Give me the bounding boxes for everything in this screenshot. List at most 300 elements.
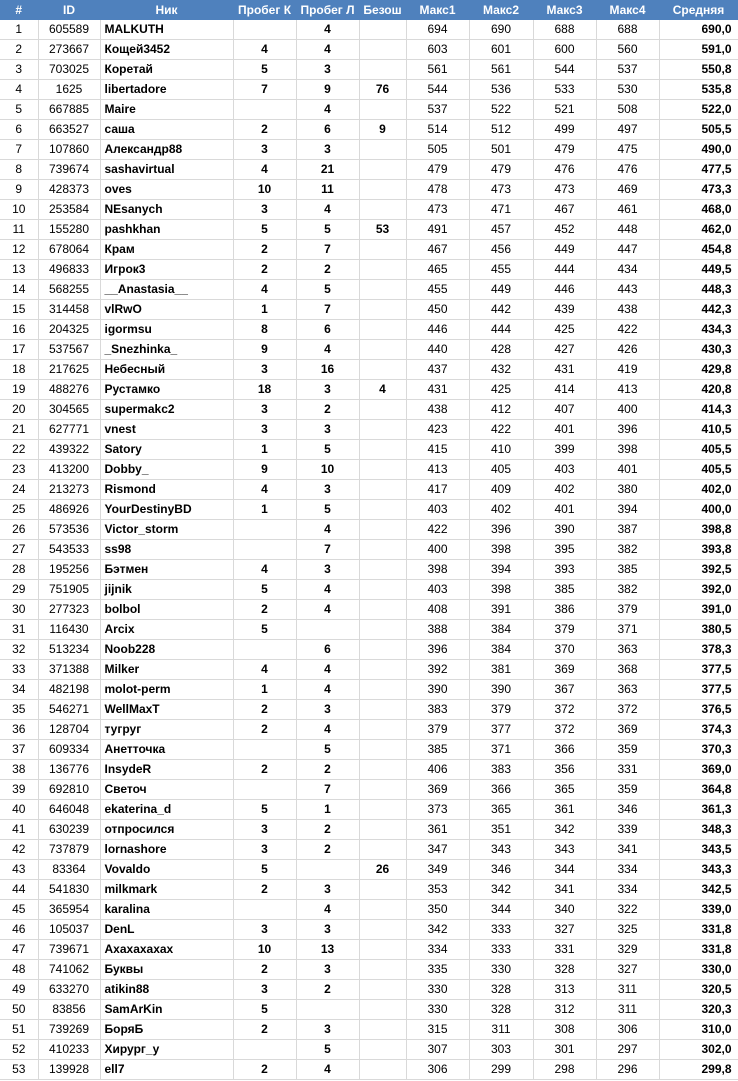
cell-average: 430,3 — [659, 340, 738, 360]
cell-max2: 396 — [469, 520, 533, 540]
cell-id: 737879 — [38, 840, 100, 860]
cell-run-l: 6 — [296, 640, 359, 660]
cell-max4: 447 — [596, 240, 659, 260]
cell-max1: 423 — [406, 420, 469, 440]
cell-max4: 434 — [596, 260, 659, 280]
cell-max4: 339 — [596, 820, 659, 840]
cell-nick: DenL — [100, 920, 233, 940]
cell-max1: 350 — [406, 900, 469, 920]
cell-run-k: 5 — [233, 800, 296, 820]
cell-average: 302,0 — [659, 1040, 738, 1060]
cell-run-k: 3 — [233, 980, 296, 1000]
table-row — [0, 100, 738, 120]
cell-max4: 363 — [596, 640, 659, 660]
cell-max2: 366 — [469, 780, 533, 800]
cell-max3: 340 — [533, 900, 596, 920]
cell-average: 364,8 — [659, 780, 738, 800]
cell-max4: 537 — [596, 60, 659, 80]
cell-errorless — [359, 880, 406, 900]
cell-max2: 501 — [469, 140, 533, 160]
cell-run-l: 4 — [296, 20, 359, 40]
cell-rank: 39 — [0, 780, 38, 800]
cell-id: 741062 — [38, 960, 100, 980]
cell-errorless — [359, 580, 406, 600]
cell-max2: 330 — [469, 960, 533, 980]
cell-max4: 385 — [596, 560, 659, 580]
cell-nick: vlRwO — [100, 300, 233, 320]
cell-average: 320,5 — [659, 980, 738, 1000]
cell-rank: 48 — [0, 960, 38, 980]
cell-rank: 20 — [0, 400, 38, 420]
cell-max2: 333 — [469, 940, 533, 960]
cell-run-k: 4 — [233, 660, 296, 680]
cell-errorless — [359, 920, 406, 940]
cell-id: 304565 — [38, 400, 100, 420]
cell-rank: 36 — [0, 720, 38, 740]
cell-max1: 505 — [406, 140, 469, 160]
cell-average: 402,0 — [659, 480, 738, 500]
cell-average: 376,5 — [659, 700, 738, 720]
cell-errorless — [359, 800, 406, 820]
col-max1-header: Макс1 — [406, 0, 469, 20]
cell-max1: 431 — [406, 380, 469, 400]
cell-max1: 390 — [406, 680, 469, 700]
cell-max4: 413 — [596, 380, 659, 400]
cell-max4: 380 — [596, 480, 659, 500]
cell-max3: 439 — [533, 300, 596, 320]
cell-max1: 467 — [406, 240, 469, 260]
cell-run-l: 4 — [296, 680, 359, 700]
table-row — [0, 980, 738, 1000]
cell-run-k: 3 — [233, 820, 296, 840]
cell-max1: 347 — [406, 840, 469, 860]
cell-id: 663527 — [38, 120, 100, 140]
cell-id: 428373 — [38, 180, 100, 200]
cell-nick: milkmark — [100, 880, 233, 900]
cell-nick: vnest — [100, 420, 233, 440]
cell-nick: Milker — [100, 660, 233, 680]
cell-max1: 306 — [406, 1060, 469, 1080]
cell-nick: NEsanych — [100, 200, 233, 220]
cell-errorless — [359, 700, 406, 720]
cell-max3: 452 — [533, 220, 596, 240]
cell-rank: 24 — [0, 480, 38, 500]
cell-max3: 331 — [533, 940, 596, 960]
cell-max2: 303 — [469, 1040, 533, 1060]
cell-run-k: 7 — [233, 80, 296, 100]
cell-rank: 23 — [0, 460, 38, 480]
cell-run-l: 5 — [296, 1040, 359, 1060]
cell-run-k: 5 — [233, 220, 296, 240]
cell-run-k — [233, 20, 296, 40]
cell-id: 609334 — [38, 740, 100, 760]
cell-run-l: 2 — [296, 820, 359, 840]
cell-max1: 388 — [406, 620, 469, 640]
cell-id: 537567 — [38, 340, 100, 360]
cell-average: 392,5 — [659, 560, 738, 580]
cell-max1: 330 — [406, 980, 469, 1000]
cell-nick: Rismond — [100, 480, 233, 500]
cell-errorless — [359, 720, 406, 740]
cell-errorless — [359, 560, 406, 580]
cell-run-l: 4 — [296, 520, 359, 540]
cell-max2: 328 — [469, 980, 533, 1000]
cell-max4: 322 — [596, 900, 659, 920]
cell-id: 314458 — [38, 300, 100, 320]
cell-max2: 384 — [469, 620, 533, 640]
cell-max3: 342 — [533, 820, 596, 840]
cell-max1: 544 — [406, 80, 469, 100]
cell-max3: 544 — [533, 60, 596, 80]
cell-errorless — [359, 780, 406, 800]
cell-run-k: 3 — [233, 200, 296, 220]
cell-id: 678064 — [38, 240, 100, 260]
table-body — [0, 20, 738, 1080]
cell-run-l: 2 — [296, 400, 359, 420]
cell-run-k: 2 — [233, 720, 296, 740]
cell-errorless — [359, 200, 406, 220]
cell-max3: 344 — [533, 860, 596, 880]
cell-max4: 329 — [596, 940, 659, 960]
cell-run-k: 3 — [233, 420, 296, 440]
cell-average: 468,0 — [659, 200, 738, 220]
cell-average: 400,0 — [659, 500, 738, 520]
cell-average: 462,0 — [659, 220, 738, 240]
cell-average: 448,3 — [659, 280, 738, 300]
table-row — [0, 780, 738, 800]
cell-run-k: 10 — [233, 940, 296, 960]
cell-max1: 335 — [406, 960, 469, 980]
cell-rank: 44 — [0, 880, 38, 900]
cell-id: 365954 — [38, 900, 100, 920]
cell-errorless — [359, 160, 406, 180]
cell-max4: 311 — [596, 980, 659, 1000]
cell-run-k: 1 — [233, 500, 296, 520]
cell-max2: 328 — [469, 1000, 533, 1020]
cell-max1: 403 — [406, 580, 469, 600]
cell-nick: Рустамко — [100, 380, 233, 400]
cell-id: 541830 — [38, 880, 100, 900]
cell-max3: 369 — [533, 660, 596, 680]
cell-max1: 422 — [406, 520, 469, 540]
cell-run-k: 4 — [233, 160, 296, 180]
cell-id: 573536 — [38, 520, 100, 540]
cell-nick: Noob228 — [100, 640, 233, 660]
cell-id: 739674 — [38, 160, 100, 180]
cell-max2: 394 — [469, 560, 533, 580]
cell-max3: 372 — [533, 720, 596, 740]
cell-nick: отпросился — [100, 820, 233, 840]
cell-average: 331,8 — [659, 920, 738, 940]
cell-max1: 413 — [406, 460, 469, 480]
cell-max2: 479 — [469, 160, 533, 180]
table-row — [0, 760, 738, 780]
cell-rank: 32 — [0, 640, 38, 660]
cell-max4: 359 — [596, 780, 659, 800]
col-max4-header: Макс4 — [596, 0, 659, 20]
cell-errorless — [359, 280, 406, 300]
cell-run-l: 3 — [296, 140, 359, 160]
cell-average: 374,3 — [659, 720, 738, 740]
cell-rank: 2 — [0, 40, 38, 60]
cell-max3: 401 — [533, 500, 596, 520]
cell-run-l: 6 — [296, 120, 359, 140]
cell-run-k: 1 — [233, 300, 296, 320]
cell-max1: 479 — [406, 160, 469, 180]
cell-id: 213273 — [38, 480, 100, 500]
cell-nick: Коретай — [100, 60, 233, 80]
cell-errorless — [359, 100, 406, 120]
cell-nick: Хирург_у — [100, 1040, 233, 1060]
cell-run-l: 2 — [296, 840, 359, 860]
cell-max2: 333 — [469, 920, 533, 940]
cell-average: 442,3 — [659, 300, 738, 320]
cell-id: 703025 — [38, 60, 100, 80]
cell-run-l: 7 — [296, 540, 359, 560]
cell-run-l: 2 — [296, 980, 359, 1000]
cell-nick: саша — [100, 120, 233, 140]
cell-max3: 327 — [533, 920, 596, 940]
cell-max1: 392 — [406, 660, 469, 680]
cell-rank: 11 — [0, 220, 38, 240]
cell-max3: 385 — [533, 580, 596, 600]
col-id-header: ID — [38, 0, 100, 20]
cell-max1: 342 — [406, 920, 469, 940]
cell-average: 370,3 — [659, 740, 738, 760]
cell-max1: 361 — [406, 820, 469, 840]
cell-rank: 1 — [0, 20, 38, 40]
cell-errorless — [359, 460, 406, 480]
table-row — [0, 940, 738, 960]
cell-run-k: 4 — [233, 40, 296, 60]
cell-errorless — [359, 500, 406, 520]
cell-rank: 42 — [0, 840, 38, 860]
cell-errorless — [359, 520, 406, 540]
table-row — [0, 140, 738, 160]
cell-run-k: 2 — [233, 260, 296, 280]
cell-average: 342,5 — [659, 880, 738, 900]
cell-max3: 328 — [533, 960, 596, 980]
cell-max3: 313 — [533, 980, 596, 1000]
cell-errorless — [359, 240, 406, 260]
cell-errorless — [359, 540, 406, 560]
cell-average: 361,3 — [659, 800, 738, 820]
cell-rank: 13 — [0, 260, 38, 280]
cell-max1: 349 — [406, 860, 469, 880]
cell-run-k: 5 — [233, 860, 296, 880]
cell-nick: karalina — [100, 900, 233, 920]
cell-max4: 508 — [596, 100, 659, 120]
cell-rank: 8 — [0, 160, 38, 180]
table-row — [0, 720, 738, 740]
cell-max3: 446 — [533, 280, 596, 300]
cell-rank: 26 — [0, 520, 38, 540]
cell-errorless — [359, 300, 406, 320]
cell-run-k: 2 — [233, 700, 296, 720]
cell-id: 513234 — [38, 640, 100, 660]
cell-max2: 344 — [469, 900, 533, 920]
cell-max3: 473 — [533, 180, 596, 200]
table-row — [0, 460, 738, 480]
cell-nick: Бэтмен — [100, 560, 233, 580]
cell-run-l: 3 — [296, 880, 359, 900]
cell-id: 1625 — [38, 80, 100, 100]
cell-rank: 35 — [0, 700, 38, 720]
table-row — [0, 600, 738, 620]
cell-run-k: 9 — [233, 460, 296, 480]
cell-max1: 330 — [406, 1000, 469, 1020]
cell-max3: 390 — [533, 520, 596, 540]
cell-rank: 6 — [0, 120, 38, 140]
cell-max2: 456 — [469, 240, 533, 260]
table-row — [0, 1040, 738, 1060]
table-row — [0, 320, 738, 340]
cell-average: 477,5 — [659, 160, 738, 180]
cell-run-k: 5 — [233, 580, 296, 600]
cell-run-l: 21 — [296, 160, 359, 180]
cell-run-l: 7 — [296, 300, 359, 320]
cell-id: 627771 — [38, 420, 100, 440]
cell-id: 439322 — [38, 440, 100, 460]
cell-max4: 438 — [596, 300, 659, 320]
cell-max1: 446 — [406, 320, 469, 340]
cell-id: 667885 — [38, 100, 100, 120]
cell-max2: 405 — [469, 460, 533, 480]
cell-max4: 422 — [596, 320, 659, 340]
cell-rank: 9 — [0, 180, 38, 200]
cell-average: 414,3 — [659, 400, 738, 420]
cell-nick: Ахахахахах — [100, 940, 233, 960]
cell-id: 739671 — [38, 940, 100, 960]
table-row — [0, 380, 738, 400]
table-row — [0, 680, 738, 700]
cell-rank: 41 — [0, 820, 38, 840]
cell-errorless — [359, 60, 406, 80]
cell-run-k: 18 — [233, 380, 296, 400]
cell-nick: lornashore — [100, 840, 233, 860]
cell-rank: 4 — [0, 80, 38, 100]
cell-max2: 455 — [469, 260, 533, 280]
cell-rank: 16 — [0, 320, 38, 340]
cell-rank: 34 — [0, 680, 38, 700]
cell-rank: 5 — [0, 100, 38, 120]
table-row — [0, 560, 738, 580]
table-row — [0, 300, 738, 320]
cell-id: 546271 — [38, 700, 100, 720]
cell-max3: 479 — [533, 140, 596, 160]
cell-max1: 478 — [406, 180, 469, 200]
cell-max2: 342 — [469, 880, 533, 900]
cell-run-k: 1 — [233, 680, 296, 700]
cell-max3: 449 — [533, 240, 596, 260]
cell-rank: 27 — [0, 540, 38, 560]
cell-max2: 371 — [469, 740, 533, 760]
cell-errorless: 26 — [359, 860, 406, 880]
cell-max1: 417 — [406, 480, 469, 500]
cell-nick: pashkhan — [100, 220, 233, 240]
cell-max3: 372 — [533, 700, 596, 720]
cell-average: 393,8 — [659, 540, 738, 560]
cell-run-l: 6 — [296, 320, 359, 340]
cell-nick: ell7 — [100, 1060, 233, 1080]
cell-run-l: 5 — [296, 500, 359, 520]
cell-max4: 311 — [596, 1000, 659, 1020]
cell-max3: 401 — [533, 420, 596, 440]
cell-max1: 406 — [406, 760, 469, 780]
cell-average: 320,3 — [659, 1000, 738, 1020]
cell-run-k — [233, 540, 296, 560]
cell-id: 105037 — [38, 920, 100, 940]
table-row — [0, 520, 738, 540]
cell-run-k: 8 — [233, 320, 296, 340]
cell-max3: 476 — [533, 160, 596, 180]
cell-max2: 512 — [469, 120, 533, 140]
cell-run-l: 4 — [296, 40, 359, 60]
cell-id: 496833 — [38, 260, 100, 280]
cell-average: 391,0 — [659, 600, 738, 620]
cell-max3: 425 — [533, 320, 596, 340]
cell-max4: 443 — [596, 280, 659, 300]
cell-max4: 341 — [596, 840, 659, 860]
cell-run-l: 3 — [296, 480, 359, 500]
cell-max4: 688 — [596, 20, 659, 40]
table-row — [0, 60, 738, 80]
cell-id: 204325 — [38, 320, 100, 340]
cell-nick: SamArKin — [100, 1000, 233, 1020]
cell-run-k: 2 — [233, 960, 296, 980]
cell-rank: 3 — [0, 60, 38, 80]
cell-nick: Буквы — [100, 960, 233, 980]
cell-id: 630239 — [38, 820, 100, 840]
cell-max1: 694 — [406, 20, 469, 40]
cell-max4: 346 — [596, 800, 659, 820]
cell-max4: 401 — [596, 460, 659, 480]
cell-max4: 400 — [596, 400, 659, 420]
cell-max1: 315 — [406, 1020, 469, 1040]
cell-max1: 440 — [406, 340, 469, 360]
cell-id: 217625 — [38, 360, 100, 380]
cell-rank: 45 — [0, 900, 38, 920]
table-row — [0, 120, 738, 140]
cell-rank: 53 — [0, 1060, 38, 1080]
cell-run-l: 5 — [296, 740, 359, 760]
cell-max4: 371 — [596, 620, 659, 640]
cell-max3: 414 — [533, 380, 596, 400]
cell-max2: 428 — [469, 340, 533, 360]
cell-rank: 14 — [0, 280, 38, 300]
cell-errorless — [359, 900, 406, 920]
cell-average: 299,8 — [659, 1060, 738, 1080]
table-row — [0, 620, 738, 640]
table-header — [0, 0, 738, 20]
cell-max4: 331 — [596, 760, 659, 780]
cell-max3: 386 — [533, 600, 596, 620]
cell-max4: 448 — [596, 220, 659, 240]
cell-id: 116430 — [38, 620, 100, 640]
cell-average: 378,3 — [659, 640, 738, 660]
table-row — [0, 80, 738, 100]
cell-run-k — [233, 740, 296, 760]
cell-run-k: 2 — [233, 120, 296, 140]
cell-id: 633270 — [38, 980, 100, 1000]
cell-errorless — [359, 1040, 406, 1060]
col-run-k-header: Пробег К — [233, 0, 296, 20]
cell-max2: 471 — [469, 200, 533, 220]
cell-id: 543533 — [38, 540, 100, 560]
cell-id: 413200 — [38, 460, 100, 480]
cell-max2: 473 — [469, 180, 533, 200]
cell-run-k: 5 — [233, 1000, 296, 1020]
